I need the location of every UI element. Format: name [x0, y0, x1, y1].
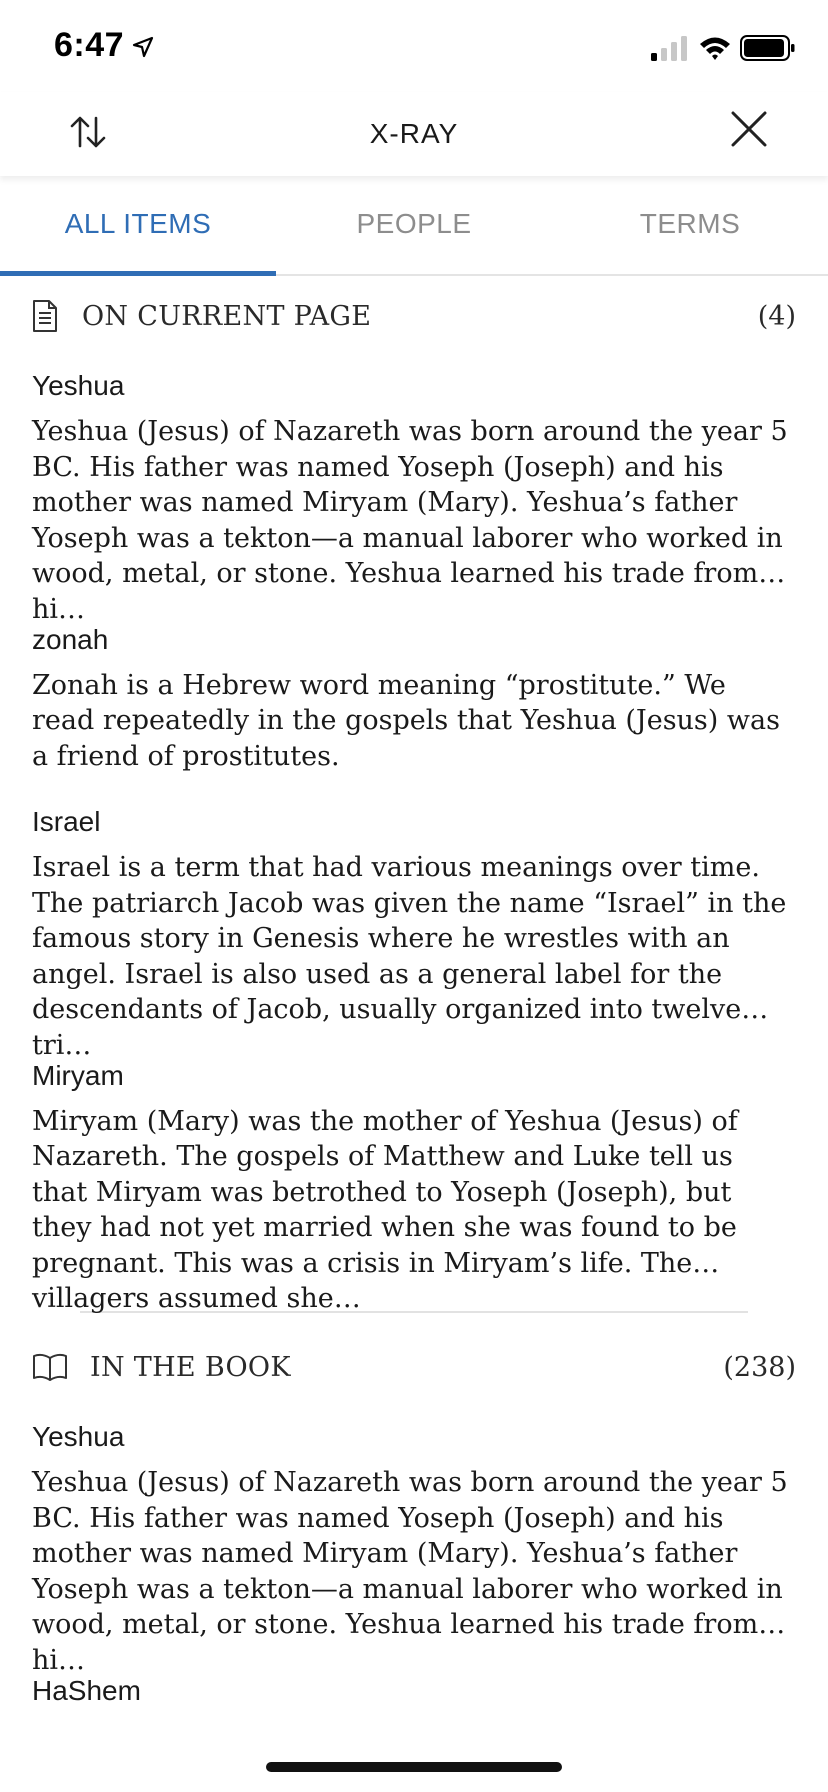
page-title: X-RAY	[369, 118, 459, 149]
entry-description: Zonah is a Hebrew word meaning “prostitute.” We read repeatedly in the gospels that Yeshua (Jesus) was a friend of prostitutes.	[32, 669, 780, 772]
entry-description: Yeshua (Jesus) of Nazareth was born around the year 5 BC. His father was named Yoseph (Joseph) and his mother was named Miryam (Mary). Yeshua’s father Yoseph was a tekton—a manual laborer who worked in wood, metal, or stone. Yeshua learned his trade from hi…	[32, 416, 788, 625]
xray-entry[interactable]	[0, 622, 828, 775]
location-arrow-icon	[132, 36, 154, 58]
entry-name: HaShem	[32, 1674, 141, 1706]
xray-entry[interactable]	[0, 1419, 828, 1676]
entry-name: zonah	[32, 623, 109, 655]
entry-name: Miryam	[32, 1059, 124, 1091]
xray-entry[interactable]	[0, 1673, 828, 1737]
entry-description: Israel is a term that had various meanings over time. The patriarch Jacob was given the name “Israel” in the famous story in Genesis where he wrestles with an angel. Israel is also used as a general label for the descendants of Jacob, usually organized into twelve tri…	[32, 852, 787, 1061]
battery-icon	[740, 34, 796, 62]
entry-name: Yeshua	[32, 1421, 125, 1452]
tab-all-items[interactable]: ALL ITEMS	[0, 176, 276, 274]
section-header-current-page	[0, 276, 828, 356]
tab-people[interactable]: PEOPLE	[356, 208, 472, 239]
entry-description: Miryam (Mary) was the mother of Yeshua (Jesus) of Nazareth. The gospels of Matthew and Luke tell us that Miryam was betrothed to Yoseph (Joseph), but they had not yet married when she was found to be pregnant. This was a crisis in Miryam’s life. The villagers assumed she…	[32, 1105, 738, 1314]
section-count: (238)	[723, 1351, 796, 1383]
close-icon	[729, 109, 769, 154]
entry-name: Israel	[32, 806, 101, 837]
close-button[interactable]	[724, 106, 774, 156]
tab-terms[interactable]: TERMS	[639, 208, 741, 239]
home-indicator[interactable]	[266, 1762, 562, 1772]
xray-entry[interactable]	[0, 804, 828, 1061]
section-title: ON CURRENT PAGE	[82, 300, 372, 332]
entry-name: Yeshua	[32, 370, 125, 401]
xray-content	[0, 276, 828, 1767]
xray-header	[0, 92, 828, 176]
section-count: (4)	[757, 300, 796, 332]
status-time: 6:47	[54, 26, 125, 64]
filter-tabs	[0, 176, 828, 276]
status-bar	[0, 0, 828, 100]
entry-description: Yeshua (Jesus) of Nazareth was born around the year 5 BC. His father was named Yoseph (Joseph) and his mother was named Miryam (Mary). Yeshua’s father Yoseph was a tekton—a manual laborer who worked in wood, metal, or stone. Yeshua learned his trade from hi…	[32, 1467, 788, 1676]
section-title: IN THE BOOK	[90, 1351, 291, 1383]
page-document-icon	[32, 298, 60, 334]
section-header-in-the-book	[0, 1327, 828, 1407]
xray-entry[interactable]	[0, 368, 828, 625]
cellular-signal-icon	[650, 36, 690, 62]
xray-entry[interactable]	[0, 1058, 828, 1314]
open-book-icon	[32, 1349, 68, 1385]
wifi-icon	[698, 34, 732, 62]
